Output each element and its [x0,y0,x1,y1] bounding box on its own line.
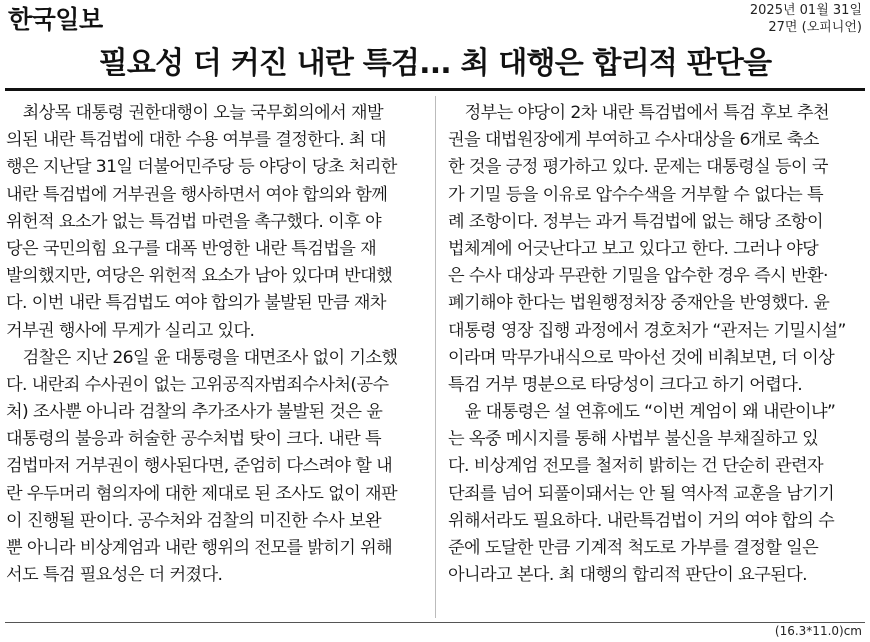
article-line: 의된 내란 특검법에 대한 수용 여부를 결정한다. 최 대 [6,130,386,151]
article-line: 는 옥중 메시지를 통해 사법부 불신을 부채질하고 있 [448,429,819,450]
article-line: 다. 비상계엄 전모를 철저히 밝히는 건 단순히 관련자 [448,456,823,477]
article-line: 가 기밀 등을 이유로 압수수색을 거부할 수 없다는 특 [448,184,823,205]
article-line: 권을 대법원장에게 부여하고 수사대상을 6개로 축소 [448,130,819,151]
editorial-headline: 필요성 더 커진 내란 특검... 최 대행은 합리적 판단을 [98,46,772,81]
article-line: 발의했지만, 여당은 위헌적 요소가 남아 있다며 반대했 [6,266,393,287]
article-line: 뿐 아니라 비상계엄과 내란 행위의 전모를 밝히기 위해 [6,538,393,558]
article-line: 아니라고 본다. 최 대행의 합리적 판단이 요구된다. [448,565,807,586]
article-column-left [6,100,424,589]
article-line: 이라며 막무가내식으로 막아선 것에 비춰보면, 더 이상 [448,347,835,368]
article-line: 내란 특검법에 거부권을 행사하면서 여야 합의와 함께 [6,184,388,205]
article-line: 준에 도달한 만큼 기계적 척도로 가부를 결정할 일은 [448,538,819,558]
article-line: 법체계에 어긋난다고 보고 있다고 한다. 그러나 야당 [448,238,819,259]
article-line: 처) 조사뿐 아니라 검찰의 추가조사가 불발된 것은 윤 [6,402,383,423]
article-line: 당은 국민의힘 요구를 대폭 반영한 내란 특검법을 재 [6,238,377,259]
article-line: 례 조항이다. 정부는 과거 특검법에 없는 해당 조항이 [448,211,823,232]
article-line: 대통령의 불응과 허술한 공수처법 탓이 크다. 내란 특 [6,429,381,450]
article-line: 서도 특검 필요성은 더 커졌다. [6,565,223,586]
article-column-right [448,100,866,589]
article-line: 정부는 야당이 2차 내란 특검법에서 특검 후보 추천 [448,103,830,123]
article-line: 특검 거부 명분으로 타당성이 크다고 하기 어렵다. [448,374,803,395]
dateline [602,2,862,36]
article-line: 검법마저 거부권이 행사된다면, 준엄히 다스려야 할 내 [6,456,393,477]
article-line: 최상목 대통령 권한대행이 오늘 국무회의에서 재발 [6,103,383,123]
article-line: 다. 내란죄 수사권이 없는 고위공직자범죄수사처(공수 [6,374,389,395]
article-line: 대통령 영장 집행 과정에서 경호처가 “관저는 기밀시설” [448,320,846,341]
article-line: 위해서라도 필요하다. 내란특검법이 거의 여야 합의 수 [448,510,835,531]
page-section: 27면 (오피니언) [768,20,862,35]
article-line: 검찰은 지난 26일 윤 대통령을 대면조사 없이 기소했 [6,347,398,368]
headline-divider [5,88,865,91]
article-line: 거부권 행사에 무게가 실리고 있다. [6,320,255,341]
column-divider [435,96,436,618]
clipping-size-note: (16.3*11.0)cm [774,624,862,638]
article-line: 단죄를 넘어 되풀이돼서는 안 될 역사적 교훈을 남기기 [448,483,835,504]
article-line: 한 것을 긍정 평가하고 있다. 문제는 대통령실 등이 국 [448,157,828,178]
article-line: 위헌적 요소가 없는 특검법 마련을 촉구했다. 이후 야 [6,211,381,232]
article-line: 행은 지난달 31일 더불어민주당 등 야당이 당초 처리한 [6,157,397,178]
article-line: 윤 대통령은 설 연휴에도 “이번 계엄이 왜 내란이냐” [448,402,836,423]
footer-divider [5,622,865,623]
article-line: 이 진행될 판이다. 공수처와 검찰의 미진한 수사 보완 [6,510,381,531]
article-line: 란 우두머리 혐의자에 대한 제대로 된 조사도 없이 재판 [6,483,397,504]
newspaper-masthead: 한국일보 [8,5,103,34]
article-line: 다. 이번 내란 특검법도 여야 합의가 불발된 만큼 재차 [6,293,386,314]
article-line: 은 수사 대상과 무관한 기밀을 압수한 경우 즉시 반환· [448,266,828,287]
publication-date: 2025년 01월 31일 [749,3,862,18]
article-line: 폐기해야 한다는 법원행정처장 중재안을 반영했다. 윤 [448,293,830,314]
